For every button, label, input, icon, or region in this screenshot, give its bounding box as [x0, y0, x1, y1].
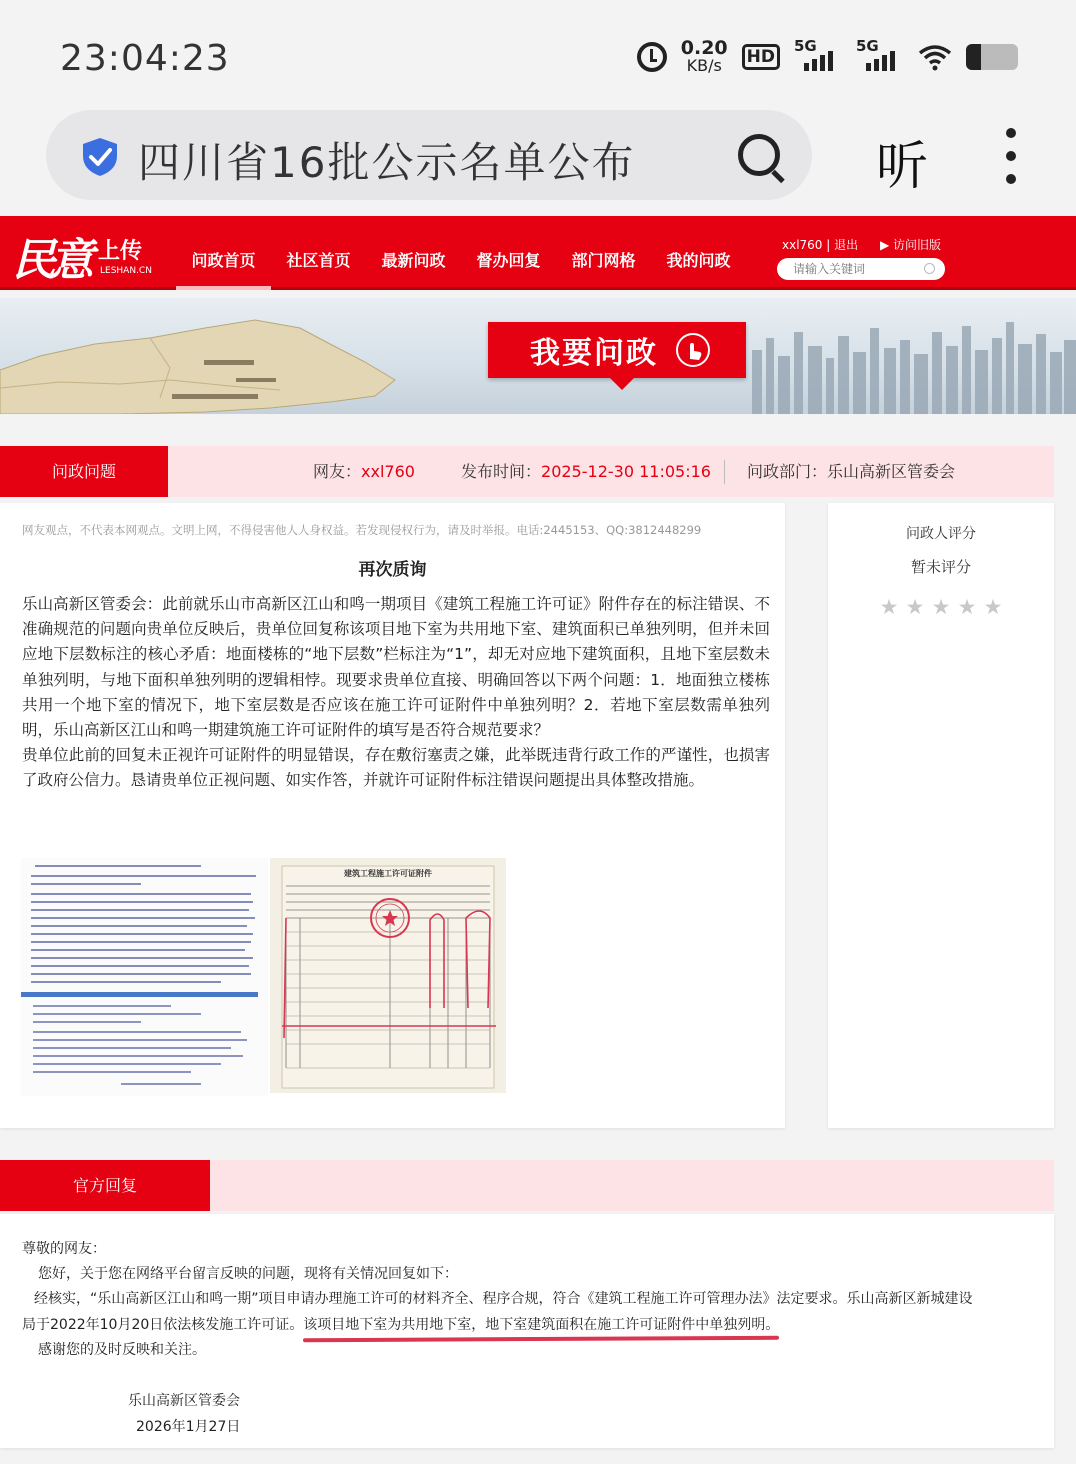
reply-card — [0, 1214, 1054, 1448]
nav-item-home[interactable]: 问政首页 — [176, 216, 271, 288]
status-icons — [637, 37, 1018, 75]
more-menu-icon[interactable] — [1004, 128, 1018, 184]
logo-main-text: 民意 — [12, 235, 88, 286]
document-scan-2 — [270, 858, 506, 1093]
site-logo[interactable] — [12, 224, 157, 284]
star-icon: ★ — [905, 595, 925, 619]
net-speed — [680, 37, 728, 75]
attachment-2-title: 建筑工程施工许可证附件 — [344, 869, 432, 878]
signal-sim2-icon — [856, 37, 904, 71]
tab-official-reply[interactable]: 官方回复 — [0, 1160, 210, 1211]
sim2-label: 5G — [856, 37, 879, 55]
reply-date: 2026年1月27日 — [136, 1419, 241, 1435]
site-search-input[interactable] — [793, 260, 923, 278]
sim1-label: 5G — [794, 37, 817, 55]
question-card — [0, 503, 785, 1128]
nav-item-mine[interactable]: 我的问政 — [666, 251, 731, 270]
wifi-icon — [918, 43, 952, 71]
nav-item-community[interactable]: 社区首页 — [286, 251, 351, 270]
question-title: 再次质询 — [358, 560, 427, 580]
reply-line-3 — [22, 1314, 779, 1334]
nav-item-departments[interactable]: 部门网格 — [571, 251, 636, 270]
signal-sim1-icon — [794, 37, 842, 71]
nav-item-latest[interactable]: 最新问政 — [381, 251, 446, 270]
question-paragraph-1: 乐山高新区管委会：此前就乐山市高新区江山和鸣一期项目《建筑工程施工许可证》附件存在的标注错误、不准确规范的问题向贵单位反映后，贵单位回复称该项目地下室为共用地下室、建筑面积已单独列明，但并未回应地下层数标注的核心矛盾：地面楼栋的“地下层数”栏标注为“1”，却无对应地下建筑面积，且地下室层数未单独列明，与地下面积单独列明的逻辑相悖。现要求贵单位直接、明确回答以下两个问题：1．地面独立楼栋共用一个地下室的情况下，地下室层数是否应该在施工许可证附件中单独列明？2．若地下室层数需单独列明，乐山高新区江山和鸣一期建筑施工许可证附件的填写是否符合规范要求？ — [22, 595, 770, 740]
reply-greeting: 尊敬的网友： — [22, 1241, 106, 1257]
rating-value: 暂未评分 — [910, 558, 971, 576]
question-time — [461, 446, 711, 497]
search-icon[interactable] — [738, 134, 780, 176]
question-department — [747, 446, 955, 497]
net-speed-unit: KB/s — [686, 56, 722, 75]
site-search — [777, 258, 945, 280]
rating-card — [828, 503, 1054, 1128]
ask-question-label: 我要问政 — [530, 336, 658, 371]
alarm-icon — [637, 42, 667, 72]
address-bar[interactable] — [46, 110, 812, 200]
logo-sub-text: 上传 — [98, 239, 143, 264]
reply-line-1: 您好，关于您在网络平台留言反映的问题，现将有关情况回复如下： — [38, 1266, 458, 1282]
nav-item-supervised[interactable]: 督办回复 — [476, 251, 541, 270]
dept-value: 乐山高新区管委会 — [827, 462, 956, 481]
reply-line-2: 经核实，“乐山高新区江山和鸣一期”项目申请办理施工许可的材料齐全、程序合规，符合《建筑工程施工许可管理办法》法定要求。乐山高新区新城建设 — [34, 1291, 973, 1307]
question-header — [0, 446, 1054, 497]
question-paragraph-2: 贵单位此前的回复未正视许可证附件的明显错误，存在敷衍塞责之嫌，此举既违背行政工作的严谨性，也损害了政府公信力。恳请贵单位正视问题、如实作答，并就许可证附件标注错误问题提出具体整改措施。 — [22, 746, 770, 790]
reply-line-3a: 局于2022年10月20日依法核发施工许可证。 — [22, 1317, 304, 1333]
document-scan-1 — [21, 858, 268, 1096]
site-search-icon[interactable] — [924, 263, 935, 274]
star-icon: ★ — [879, 595, 899, 619]
star-icon: ★ — [957, 595, 977, 619]
question-body — [22, 592, 770, 794]
rating-stars — [878, 596, 1004, 618]
tab-question[interactable]: 问政问题 — [0, 446, 168, 497]
time-label: 发布时间： — [461, 462, 542, 481]
address-text[interactable]: 四川省16批公示名单公布 — [138, 138, 636, 187]
user-value: xxl760 — [361, 462, 415, 481]
user-label: 网友： — [313, 462, 362, 481]
attachment-image-2[interactable] — [270, 858, 506, 1093]
reply-header — [0, 1160, 1054, 1211]
rating-title: 问政人评分 — [906, 526, 976, 542]
site-header — [0, 216, 1076, 290]
status-time: 23:04:23 — [60, 38, 230, 79]
reply-line-4: 感谢您的及时反映和关注。 — [38, 1342, 206, 1358]
logo-en-text: LESHAN.CN — [100, 266, 152, 276]
shield-icon — [80, 136, 120, 178]
meta-divider — [724, 460, 725, 484]
star-icon: ★ — [931, 595, 951, 619]
listen-button[interactable]: 听 — [876, 137, 929, 197]
main-nav — [176, 216, 746, 288]
attachment-image-1[interactable] — [21, 858, 268, 1096]
time-value: 2025-12-30 11:05:16 — [541, 462, 711, 481]
status-bar — [0, 0, 1076, 108]
user-logout-links[interactable]: xxl760 | 退出 — [782, 238, 859, 252]
red-underline-annotation — [303, 1336, 779, 1342]
reply-signature: 乐山高新区管委会 — [128, 1393, 240, 1409]
dept-label: 问政部门： — [747, 462, 828, 481]
hd-icon: HD — [742, 44, 780, 70]
disclaimer: 网友观点，不代表本网观点。文明上网，不得侵害他人人身权益。若发现侵权行为，请及时举报。电话:2445153、QQ:3812448299 — [22, 523, 702, 537]
question-user — [313, 446, 415, 497]
old-version-link[interactable]: ▶ 访问旧版 — [880, 238, 942, 252]
hand-pointer-icon — [676, 333, 710, 367]
banner — [0, 298, 1076, 414]
star-icon: ★ — [983, 595, 1003, 619]
battery-icon — [966, 44, 1018, 70]
net-speed-value: 0.20 — [680, 37, 728, 59]
ask-question-button[interactable] — [488, 322, 746, 378]
reply-line-3b: 该项目地下室为共用地下室，地下室建筑面积在施工许可证附件中单独列明。 — [303, 1317, 780, 1333]
